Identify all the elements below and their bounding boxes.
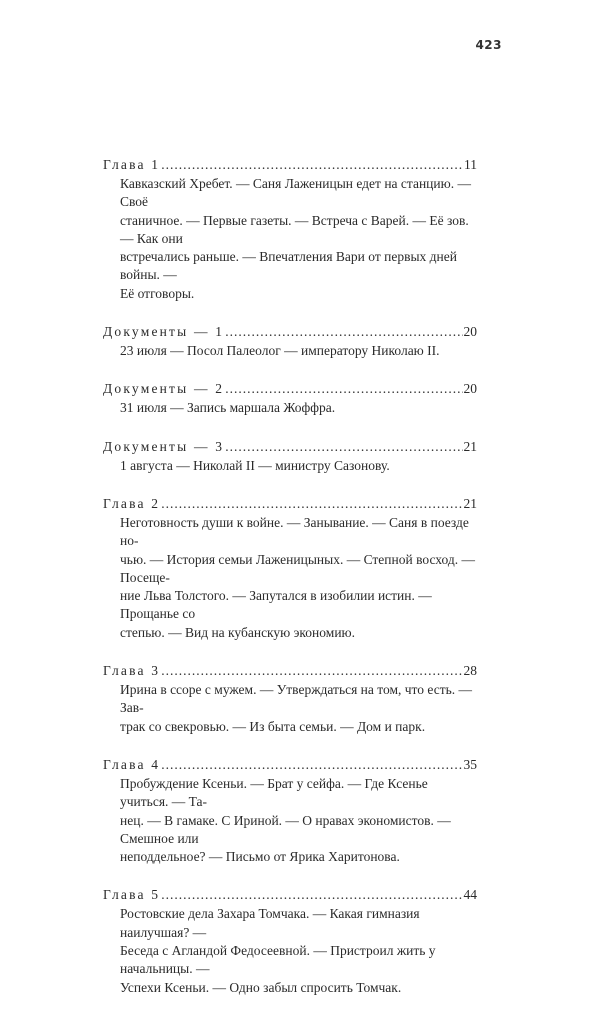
toc-entry-heading: [103, 756, 477, 773]
toc-entry-documents-3: [103, 438, 477, 475]
dot-leader: [161, 495, 462, 512]
dot-leader: [225, 438, 462, 455]
dot-leader: [161, 156, 463, 173]
toc-entry-documents-1: [103, 323, 477, 360]
toc-entry-heading: [103, 662, 477, 679]
toc-entry-title: Документы — 1: [103, 324, 225, 340]
toc-entry-heading: [103, 438, 477, 455]
toc-entry-title: Глава 3: [103, 663, 161, 679]
toc-entry-description: Ирина в ссоре с мужем. — Утверждаться на том, что есть. — Зав- трак со свекровью. — Из быта семьи. — Дом и парк.: [120, 682, 473, 734]
toc-entry-description: Ростовские дела Захара Томчака. — Какая гимназия наилучшая? — Беседа с Агландой Федосеевной. — Пристроил жить у начальницы. — Успехи Ксеньи. — Одно забыл спросить Томчак.: [120, 906, 436, 995]
toc-entry-description: Пробуждение Ксеньи. — Брат у сейфа. — Где Ксенье учиться. — Та- нец. — В гамаке. С Ириной. — О нравах экономистов. — Смешное или неподдельное? — Письмо от Ярика Харитонова.: [120, 775, 451, 865]
toc-entry-chapter-3: [103, 662, 477, 736]
toc-entry-documents-2: [103, 380, 477, 417]
toc-entry-heading: [103, 380, 477, 397]
dot-leader: [225, 323, 462, 340]
toc-entry-description: 23 июля — Посол Палеолог — императору Николаю II.: [120, 343, 440, 359]
toc-entry-title: Глава 5: [103, 887, 161, 903]
toc-entry-chapter-1: [103, 156, 477, 303]
toc-entry-title: Глава 2: [103, 495, 161, 511]
toc-entry-page: 44: [463, 887, 477, 903]
toc-entry-page: 35: [463, 756, 477, 772]
toc-entry-description: Кавказский Хребет. — Саня Лаженицын едет на станцию. — Своё станичное. — Первые газеты. — Встреча с Варей. — Её зов. — Как они встречались раньше. — Впечатления Вари от первых дней войны. — Её отговоры.: [120, 176, 471, 301]
toc-entry-description: Неготовность души к войне. — Занывание. — Саня в поезде но- чью. — История семьи Лаженицыных. — Степной восход. — Посеще- ние Льва Толстого. — Запутался в изобилии истин. — Прощанье со степью. — Вид на кубанскую экономию.: [120, 514, 475, 640]
toc-entry-page: 11: [464, 157, 477, 172]
toc-entry-page: 20: [463, 381, 477, 397]
toc-entry-title: Документы — 2: [103, 381, 225, 397]
toc-entry-chapter-4: [103, 756, 477, 866]
toc-entry-page: 21: [463, 438, 477, 454]
toc-entry-chapter-2: [103, 495, 477, 642]
toc-entry-page: 20: [463, 324, 477, 340]
page-number: 423: [475, 38, 502, 52]
toc-entry-chapter-5: [103, 886, 477, 996]
toc-entry-description: 31 июля — Запись маршала Жоффра.: [120, 400, 336, 416]
dot-leader: [161, 662, 462, 679]
toc-entry-description: 1 августа — Николай II — министру Сазонову.: [120, 457, 390, 473]
dot-leader: [161, 886, 462, 903]
toc-entry-title: Глава 1: [103, 157, 161, 172]
toc-entry-title: Глава 4: [103, 756, 161, 772]
toc-entry-heading: [103, 156, 477, 173]
table-of-contents: [103, 156, 477, 1017]
toc-entry-page: 28: [463, 663, 477, 679]
toc-entry-heading: [103, 886, 477, 903]
toc-entry-title: Документы — 3: [103, 438, 225, 454]
dot-leader: [225, 380, 462, 397]
dot-leader: [161, 756, 462, 773]
toc-entry-heading: [103, 495, 477, 512]
toc-entry-heading: [103, 323, 477, 340]
toc-entry-page: 21: [463, 495, 477, 511]
